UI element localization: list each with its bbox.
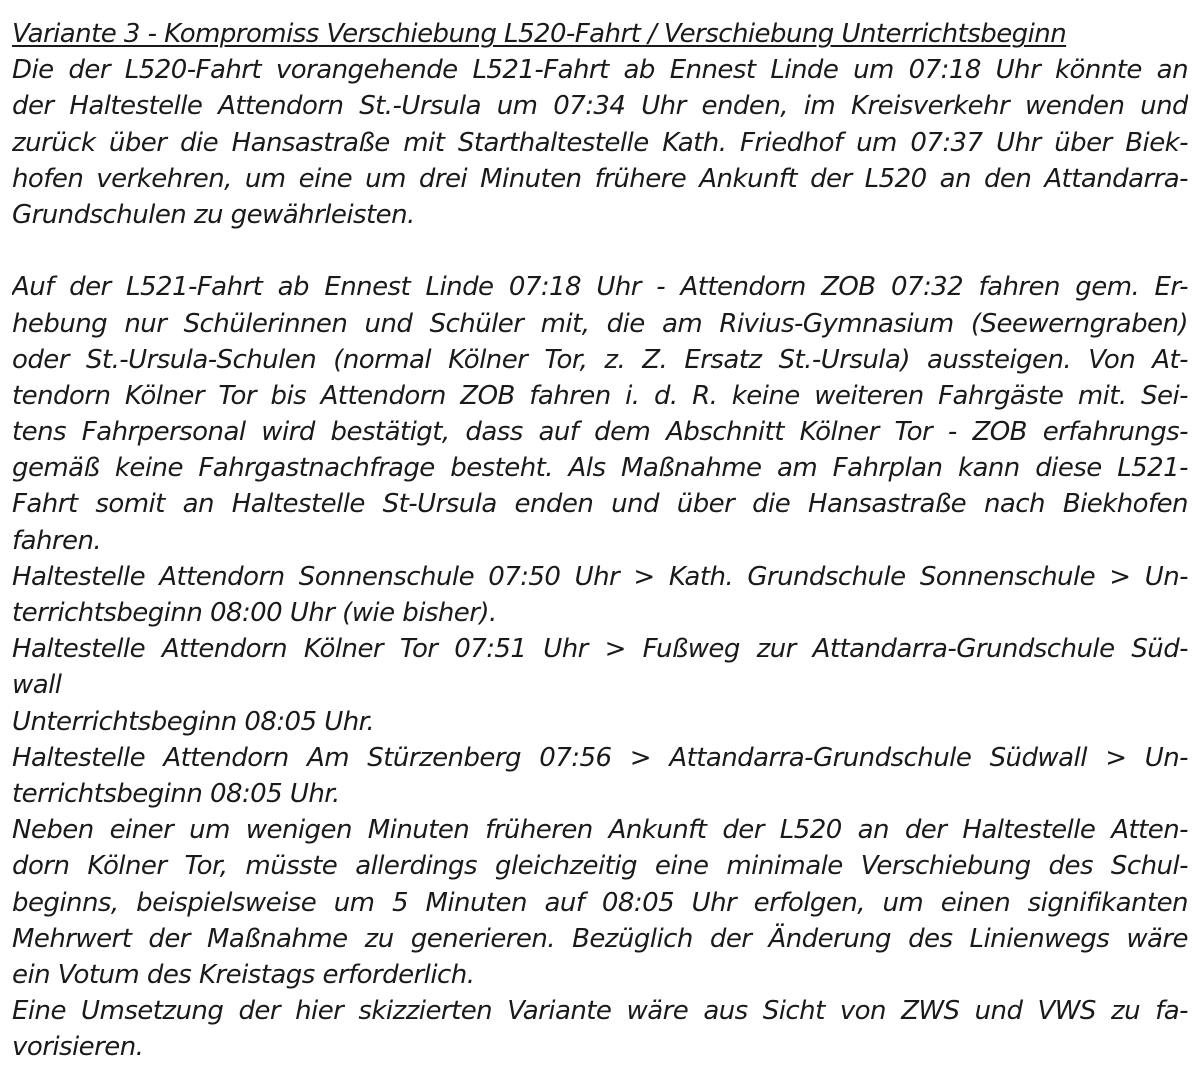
document-page — [12, 16, 1188, 1065]
text-line: vorisieren. — [12, 1032, 144, 1063]
section-title: Variante 3 - Kompromiss Verschiebung L520-Fahrt / Verschiebung Unterrichtsbeginn — [12, 19, 1067, 49]
text-line: hofen verkehren, um eine um drei Minuten frühere Ankunft der L520 an den Attandarra- — [12, 163, 1188, 194]
text-line: Haltestelle Attendorn Sonnenschule 07:50 Uhr > Kath. Grundschule Sonnenschule > Un- — [12, 561, 1188, 592]
text-line: fahren. — [12, 525, 102, 556]
text-line: terrichtsbeginn 08:00 Uhr (wie bisher). — [12, 598, 497, 628]
text-line: Haltestelle Attendorn Am Stürzenberg 07:56 > Attandarra-Grundschule Südwall > Un- — [12, 742, 1188, 773]
stop-sonnenschule — [12, 559, 1188, 631]
text-line: Neben einer um wenigen Minuten früheren Ankunft der L520 an der Haltestelle Atten- — [12, 815, 1188, 846]
text-line: terrichtsbeginn 08:05 Uhr. — [12, 778, 340, 809]
text-line: dorn Kölner Tor, müsste allerdings gleichzeitig eine minimale Verschiebung des Schul- — [12, 851, 1188, 882]
text-line: Mehrwert der Maßnahme zu generieren. Bezüglich der Änderung des Linienwegs wäre — [12, 923, 1188, 954]
text-line: Die der L520-Fahrt vorangehende L521-Fahrt ab Ennest Linde um 07:18 Uhr könnte an — [12, 55, 1188, 86]
text-line: Unterrichtsbeginn 08:05 Uhr. — [12, 706, 375, 737]
paragraph-spacer — [12, 233, 1188, 269]
text-line: beginns, beispielsweise um 5 Minuten auf 08:05 Uhr erfolgen, um einen signifikanten — [12, 887, 1188, 918]
text-line: Fahrt somit an Haltestelle St-Ursula enden und über die Hansastraße nach Biekhofen — [12, 489, 1188, 520]
paragraph-survey — [12, 269, 1188, 559]
text-line: oder St.-Ursula-Schulen (normal Kölner Tor, z. Z. Ersatz St.-Ursula) aussteigen. Von At- — [12, 344, 1188, 375]
text-line: der Haltestelle Attendorn St.-Ursula um 07:34 Uhr enden, im Kreisverkehr wenden und — [12, 91, 1188, 122]
text-line: Eine Umsetzung der hier skizzierten Variante wäre aus Sicht von ZWS und VWS zu fa- — [12, 996, 1188, 1027]
text-line: Auf der L521-Fahrt ab Ennest Linde 07:18 Uhr - Attendorn ZOB 07:32 fahren gem. Er- — [12, 272, 1188, 303]
stop-koelner-tor — [12, 631, 1188, 740]
text-line: wall — [12, 670, 62, 701]
text-line: gemäß keine Fahrgastnachfrage besteht. Als Maßnahme am Fahrplan kann diese L521- — [12, 453, 1188, 484]
text-line: tendorn Kölner Tor bis Attendorn ZOB fahren i. d. R. keine weiteren Fahrgäste mit. Sei- — [12, 380, 1188, 411]
text-line: ein Votum des Kreistags erforderlich. — [12, 959, 475, 990]
paragraph-school-start — [12, 812, 1188, 993]
paragraph-route-change — [12, 52, 1188, 233]
text-line: Grundschulen zu gewährleisten. — [12, 199, 415, 230]
text-line: tens Fahrpersonal wird bestätigt, dass auf dem Abschnitt Kölner Tor - ZOB erfahrungs- — [12, 417, 1188, 448]
paragraph-recommendation — [12, 993, 1188, 1065]
text-line: zurück über die Hansastraße mit Starthaltestelle Kath. Friedhof um 07:37 Uhr über Biek- — [12, 127, 1188, 158]
text-line: hebung nur Schülerinnen und Schüler mit, die am Rivius-Gymnasium (Seewerngraben) — [12, 308, 1188, 339]
stop-stuerzenberg — [12, 740, 1188, 812]
text-line: Haltestelle Attendorn Kölner Tor 07:51 Uhr > Fußweg zur Attandarra-Grundschule Süd- — [12, 634, 1188, 665]
